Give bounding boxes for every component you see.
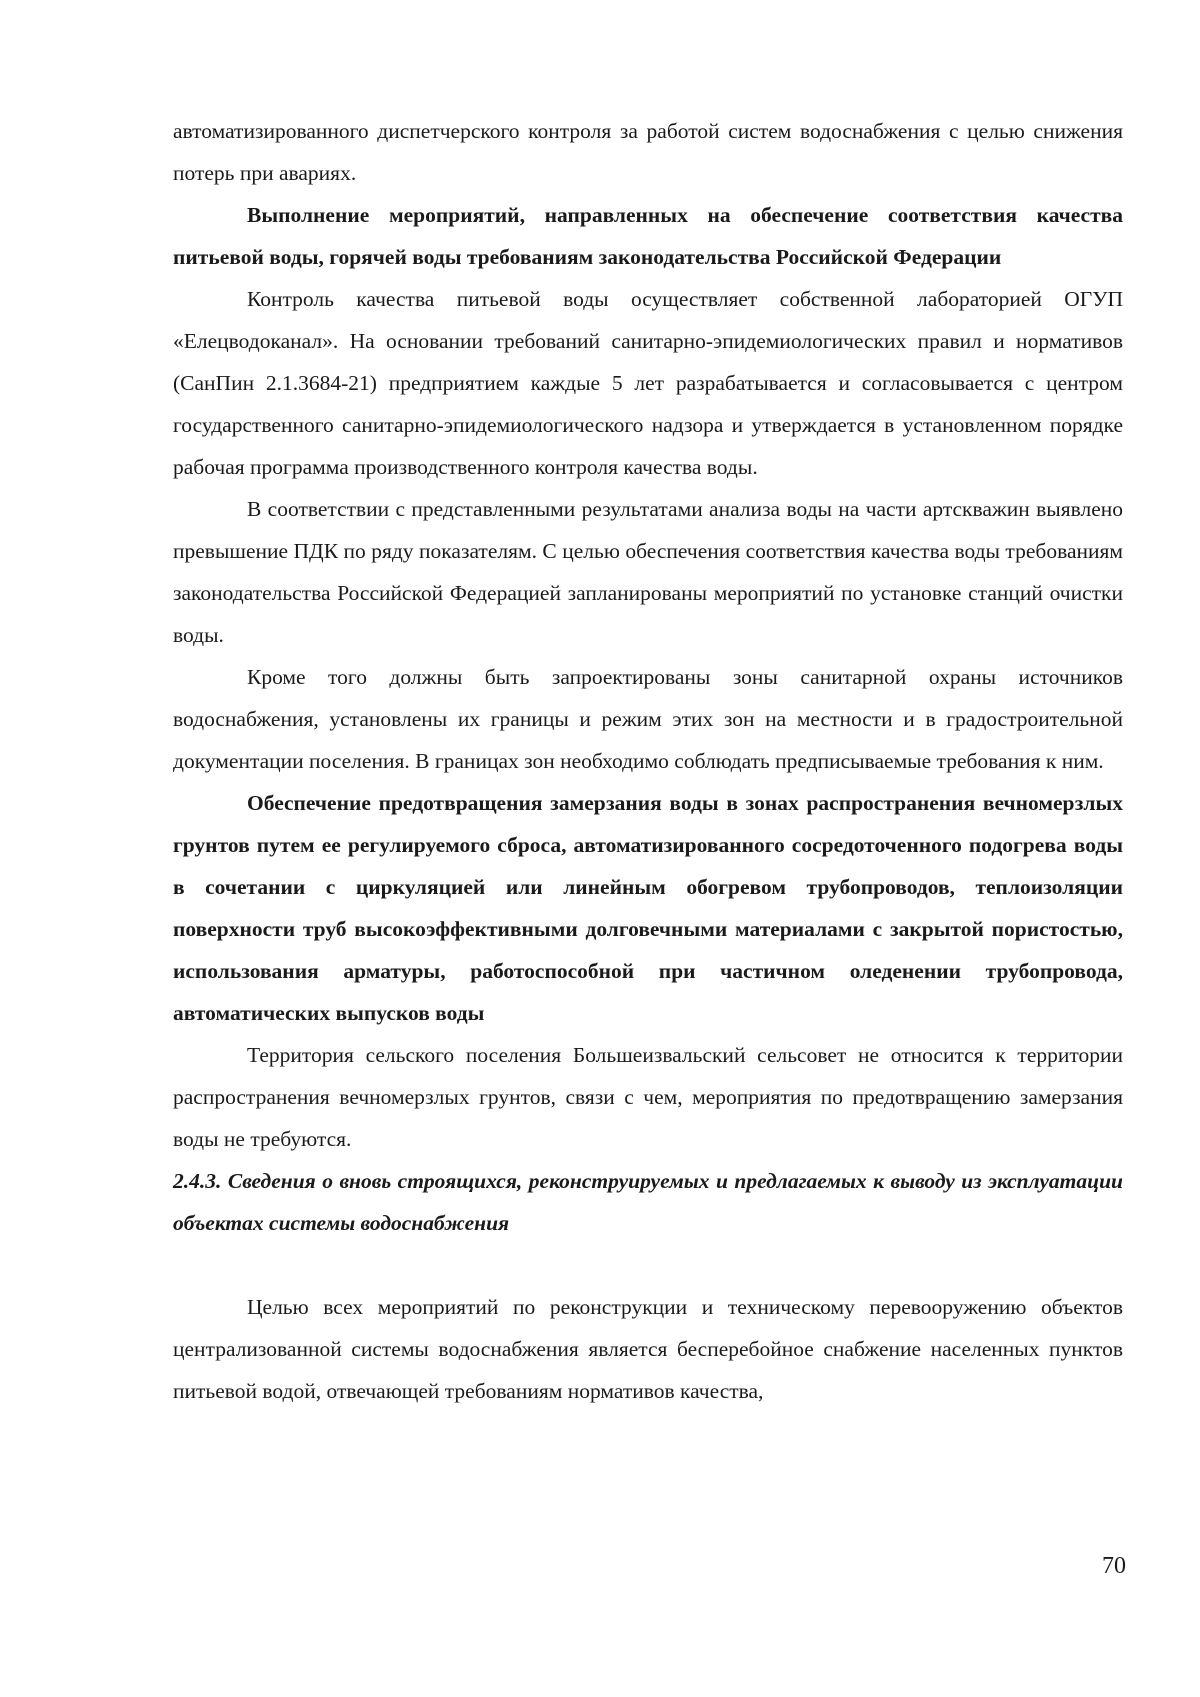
paragraph-permafrost: Территория сельского поселения Большеизвальский сельсовет не относится к территории распространения вечномерзлых грунтов, связи с чем, мероприятия по предотвращению замерзания воды не требуются. bbox=[173, 1043, 1123, 1151]
document-body bbox=[173, 110, 1123, 1412]
paragraph-quality-control: Контроль качества питьевой воды осуществляет собственной лабораторией ОГУП «Елецводоканал». На основании требований санитарно-эпидемиологических правил и нормативов (СанПин 2.1.3684-21) предприятием каждые 5 лет разрабатывается и согласовывается с центром государственного санитарно-эпидемиологического надзора и утверждается в установленном порядке рабочая программа производственного контроля качества воды. bbox=[173, 287, 1123, 479]
paragraph-analysis-results: В соответствии с представленными результатами анализа воды на части артскважин выявлено превышение ПДК по ряду показателям. С целью обеспечения соответствия качества воды требованиям законодательства Российской Федерацией запланированы мероприятий по установке станций очистки воды. bbox=[173, 497, 1123, 647]
blank-line bbox=[173, 1244, 1123, 1286]
paragraph-continuation: автоматизированного диспетчерского контроля за работой систем водоснабжения с целью снижения потерь при авариях. bbox=[173, 119, 1123, 185]
section-heading-water-quality: Выполнение мероприятий, направленных на обеспечение соответствия качества питьевой воды, горячей воды требованиям законодательства Российской Федерации bbox=[173, 203, 1123, 269]
paragraph-sanitary-zones: Кроме того должны быть запроектированы зоны санитарной охраны источников водоснабжения, установлены их границы и режим этих зон на местности и в градостроительной документации поселения. В границах зон необходимо соблюдать предписываемые требования к ним. bbox=[173, 665, 1123, 773]
paragraph-reconstruction-goal: Целью всех мероприятий по реконструкции и техническому перевооружению объектов централизованной системы водоснабжения является бесперебойное снабжение населенных пунктов питьевой водой, отвечающей требованиям нормативов качества, bbox=[173, 1295, 1123, 1403]
page-number: 70 bbox=[1102, 1553, 1126, 1579]
section-heading-freezing-prevention: Обеспечение предотвращения замерзания воды в зонах распространения вечномерзлых грунтов путем ее регулируемого сброса, автоматизированного сосредоточенного подогрева воды в сочетании с циркуляцией или линейным обогревом трубопроводов, теплоизоляции поверхности труб высокоэффективными долговечными материалами с закрытой пористостью, использования арматуры, работоспособной при частичном оледенении трубопровода, автоматических выпусков воды bbox=[173, 791, 1123, 1025]
subsection-heading-2-4-3: 2.4.3. Сведения о вновь строящихся, реконструируемых и предлагаемых к выводу из эксплуатации объектах системы водоснабжения bbox=[173, 1169, 1123, 1235]
